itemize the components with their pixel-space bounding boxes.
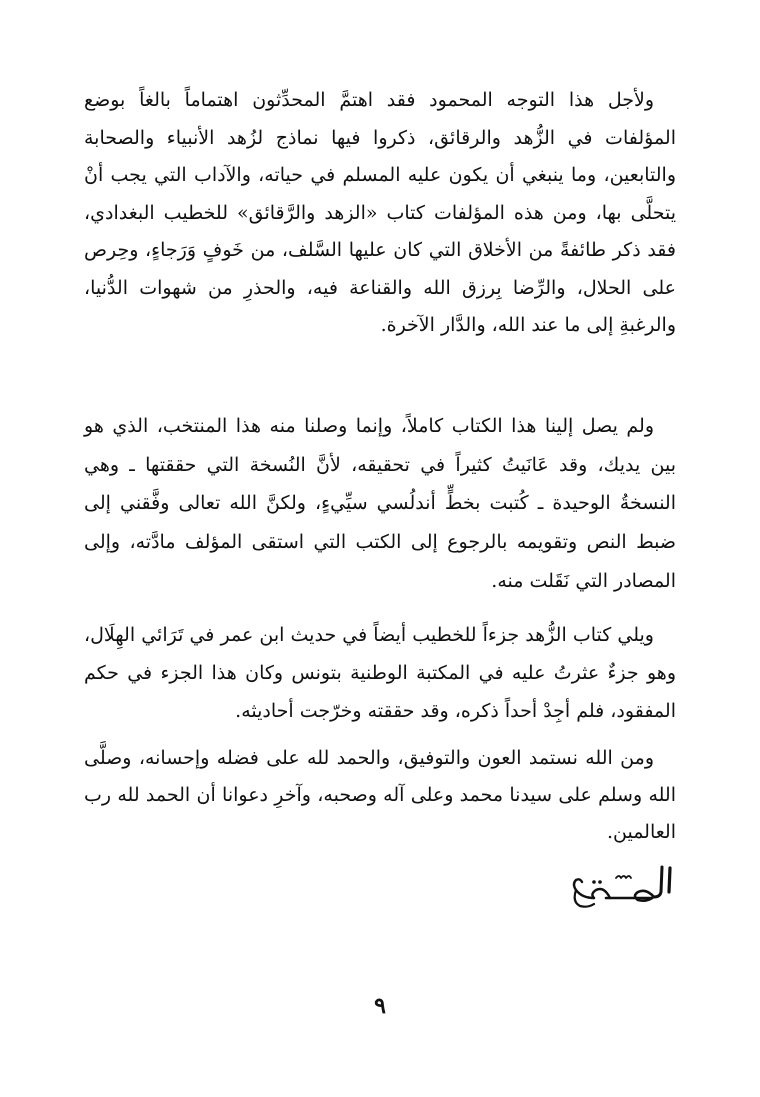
- paragraph-hilal-part: [84, 616, 676, 730]
- paragraph-text: ومن الله نستمد العون والتوفيق، والحمد لله على فضله وإحسانه، وصلَّى الله وسلم على سيدنا محمد وعلى آله وصحبه، وآخرِ دعوانا أن الحمد لله رب العالمين.: [84, 747, 676, 843]
- page-number: ٩: [374, 993, 386, 1019]
- signature-calligraphy: [566, 862, 676, 908]
- paragraph-text: ولم يصل إلينا هذا الكتاب كاملاً، وإنما وصلنا منه هذا المنتخب، الذي هو بين يديك، وقد عَانَيتُ كثيراً في تحقيقه، لأنَّ النُسخة التي حققتها ـ وهي النسخةُ الوحيدة ـ كُتبت بخطٍّ أندلُسي سيِّيءٍ، ولكنَّ الله تعالى وفَّقني إلى ضبط النص وتقويمه بالرجوع إلى الكتب التي استقى المؤلف مادَّته، وإلى المصادر التي نَقَلت منه.: [84, 415, 676, 592]
- paragraph-manuscript: [84, 407, 676, 601]
- paragraph-text: ويلي كتاب الزُّهد جزءاً للخطيب أيضاً في حديث ابن عمر في تَرَائي الهِلَال، وهو جزءٌ عثرتُ عليه في المكتبة الوطنية بتونس وكان هذا الجزء في حكم المفقود، فلم أجِدْ أحداً ذكره، وقد حققته وخرّجت أحاديثه.: [84, 624, 676, 722]
- paragraph-closing-prayer: [84, 740, 676, 851]
- paragraph-zuhd-works: [84, 82, 676, 345]
- paragraph-text: ولأجل هذا التوجه المحمود فقد اهتمَّ المحدِّثون اهتماماً بالغاً بوضع المؤلفات في الزُّهد والرقائق، ذكروا فيها نماذج لزُهد الأنبياء والصحابة والتابعين، وما ينبغي أن يكون عليه المسلم في حياته، والآداب التي يجب أنْ يتحلَّى بها، ومن هذه المؤلفات كتاب «الزهد والرَّقائق» للخطيب البغدادي، فقد ذكر طائفةً من الأخلاق التي كان عليها السَّلف، من خَوفٍ وَرَجاءٍ، وحِرص على الحلال، والرِّضا بِرزق الله والقناعة فيه، والحذرِ من شهوات الدُّنيا، والرغبةِ إلى ما عند الله، والدَّار الآخرة.: [84, 89, 676, 336]
